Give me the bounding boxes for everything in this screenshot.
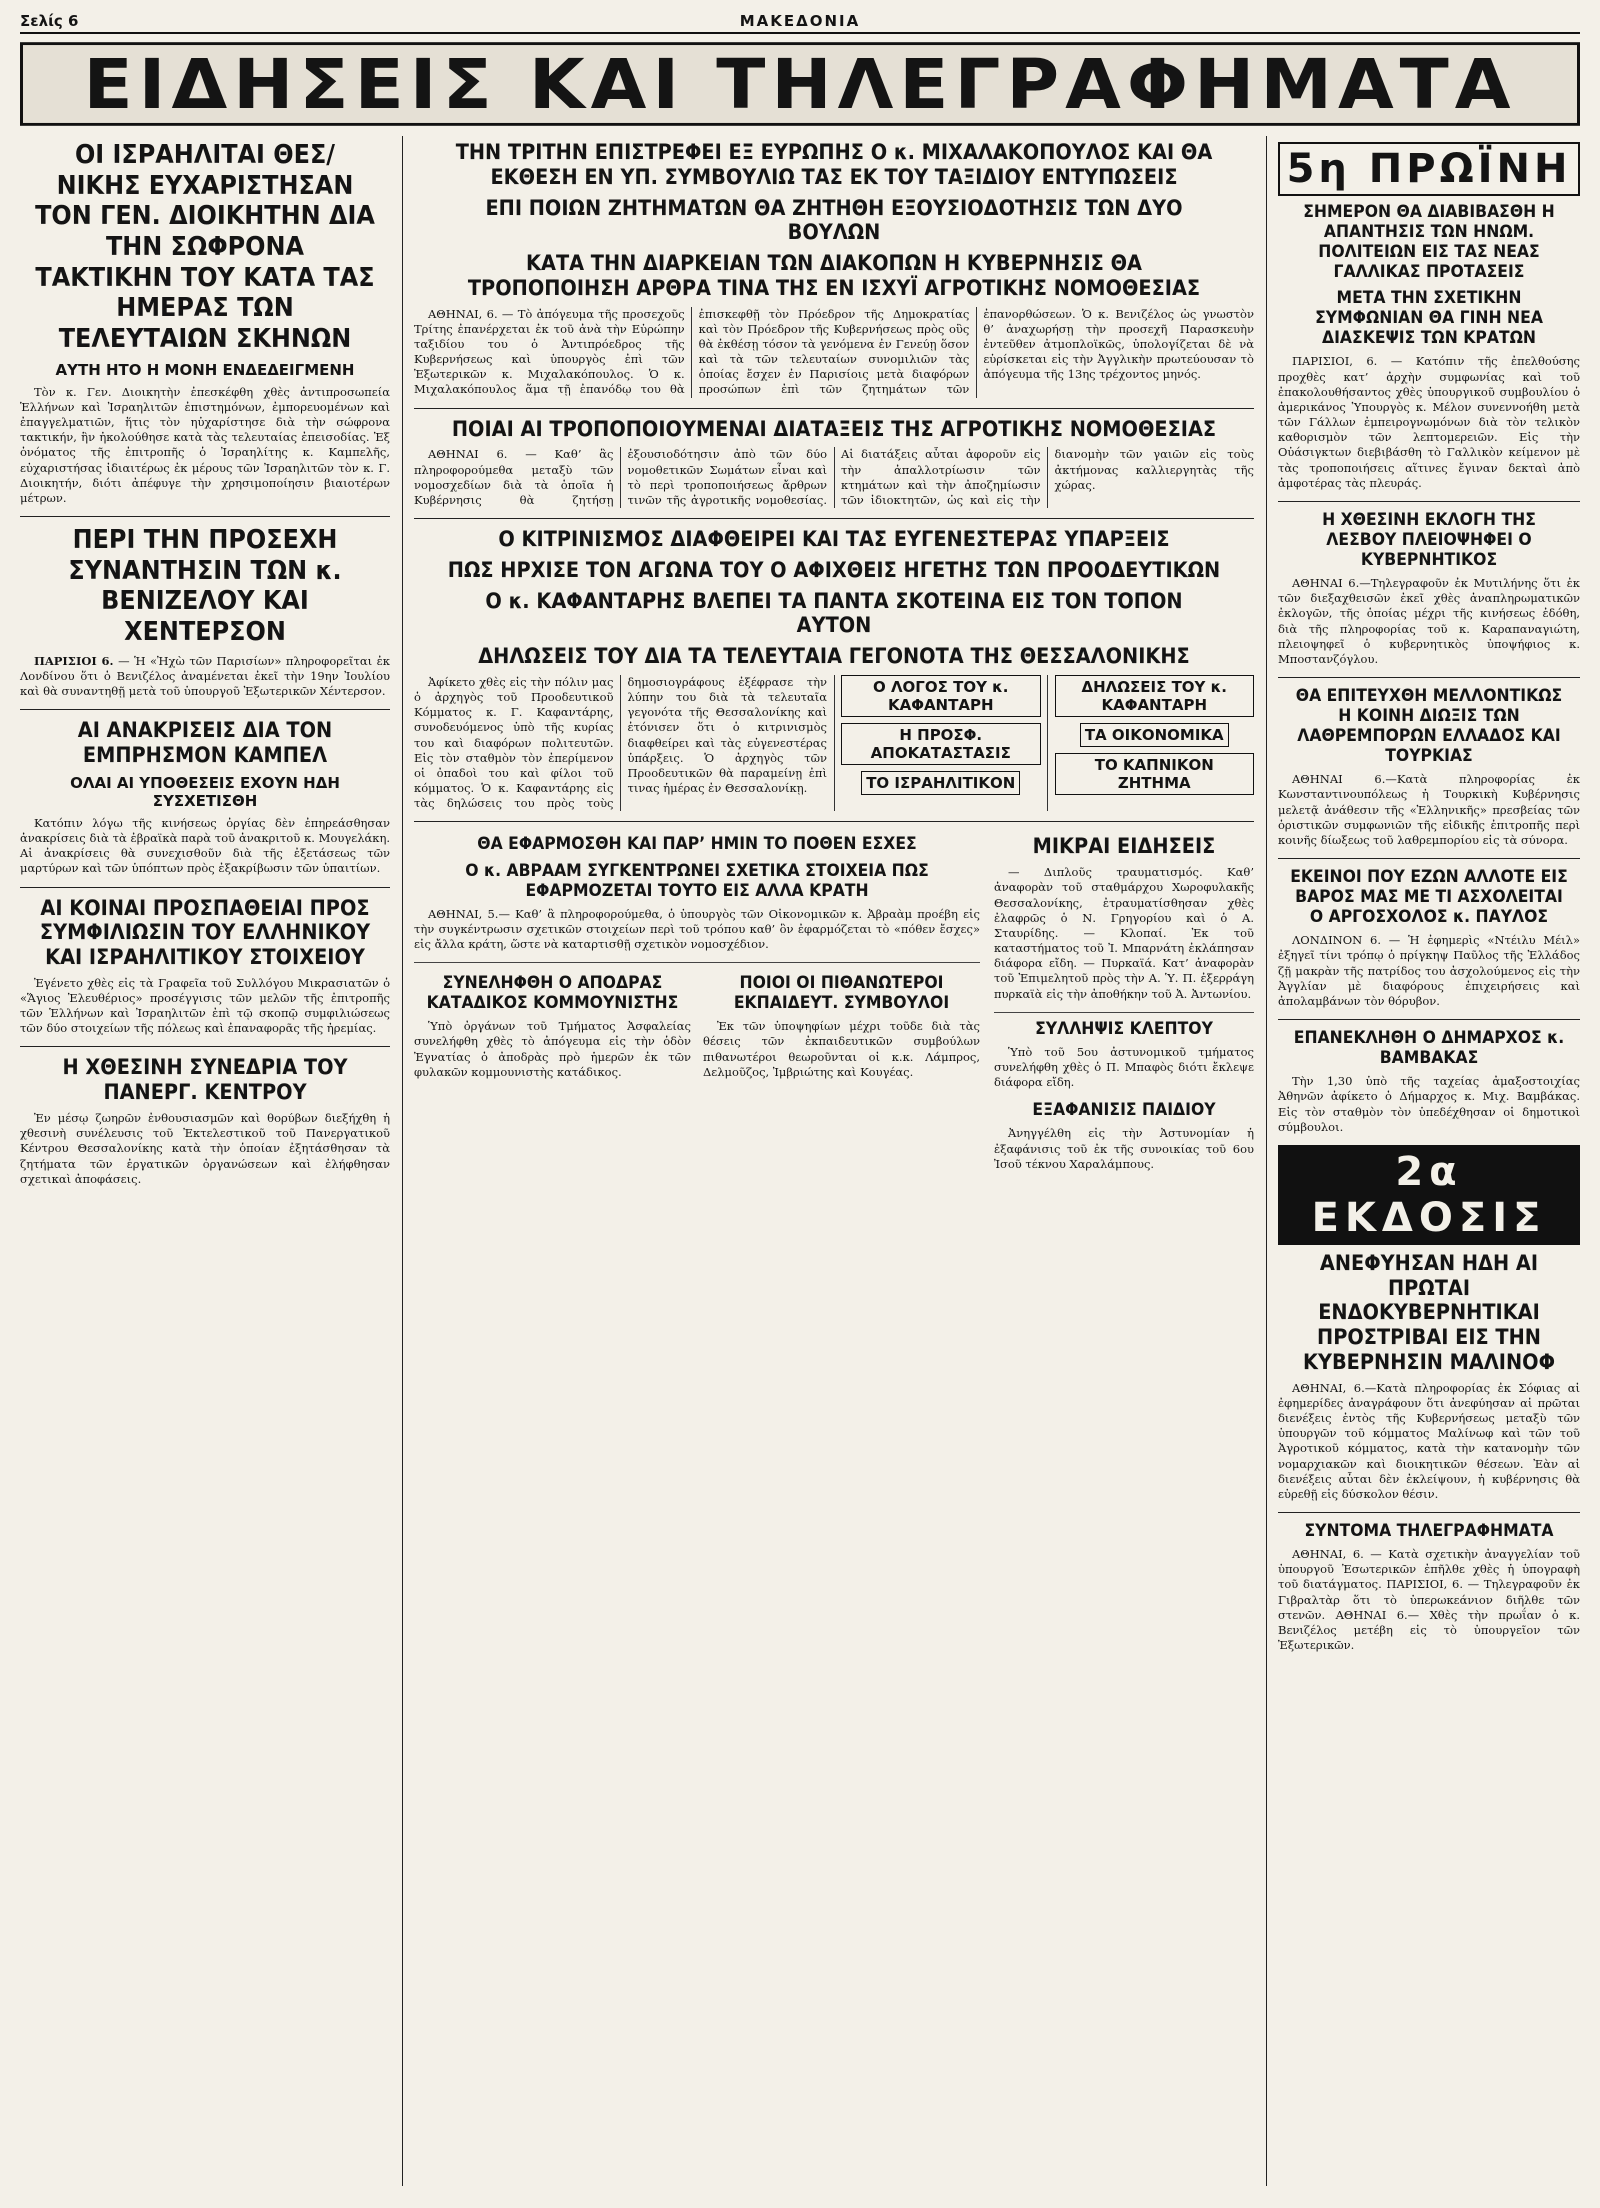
headline: ΠΟΙΟΙ ΟΙ ΠΙΘΑΝΩΤΕΡΟΙ ΕΚΠΑΙΔΕΥΤ. ΣΥΜΒΟΥΛΟΙ bbox=[733, 973, 950, 1014]
article-body: ΑΘΗΝΑΙ, 6. — Τὸ ἀπόγευμα τῆς προσεχοῦς Τρίτης ἐπανέρχεται ἐκ τοῦ ἀνὰ τὴν Εὐρώπην ταξιδίου του ὁ Ἀντιπρόεδρος τῆς Κυβερνήσεως καὶ ὑπουργὸς ἐπὶ τῶν Ἐξωτερικῶν κ. Μιχαλακόπουλος. Ὁ κ. Μιχαλακόπουλος ἅμα τῇ ἐπανόδῳ του θὰ ἐπισκεφθῇ τὸν Πρόεδρον τῆς Δημοκρατίας καὶ τὸν Πρόεδρον τῆς Κυβερνήσεως πρὸς οὓς θὰ ἐκθέσῃ τόσον τὰ γενόμενα ἐν Γενεύῃ ὅσον καὶ τὰ τῶν τελευταίων συνομιλιῶν τὰς ὁποίας ἔσχεν ἐν Παρισίοις μετὰ διαφόρων προσώπων ἐπὶ τῶν ζητημάτων τῶν ἐπανορθώσεων. Ὁ κ. Βενιζέλος ὡς γνωστὸν θ’ ἀναχωρήσῃ τὴν προσεχῆ Παρασκευὴν ἐντεῦθεν ἀτμοπλοϊκῶς, ὑπολογίζεται δὲ νὰ εὑρίσκεται εἰς τὴν Ἀγγλικὴν πρωτεύουσαν τὸ ἀπόγευμα τῆς 13ης τρέχοντος μηνός. bbox=[414, 306, 1254, 397]
article-body: ΠΑΡΙΣΙΟΙ, 6. — Κατόπιν τῆς ἐπελθούσης προχθὲς κατ’ ἀρχὴν συμφωνίας καὶ τοῦ ἐπακολουθήσαντος χθὲς ὑπουργικοῦ συμβουλίου ὁ ἀμερικάνος Ὑπουργὸς κ. Μέλον συνεννοήθη μετὰ τῶν Γάλλων ἐμπειρογνωμόνων διὰ τὸν τελικὸν καθορισμὸν τῶν λεπτομερειῶν. Εἰς τὴν Οὐάσιγκτων διεβιβάσθη τὸ Γαλλικὸν κείμενον μὲ τὰς τροποποιήσεις αἵτινες ἔγιναν δεκταὶ ἀπὸ ἀμφοτέρας τὰς πλευράς. bbox=[1278, 354, 1580, 490]
edition-label: 2α ΕΚΔΟΣΙΣ bbox=[1278, 1145, 1580, 1245]
article-body: Ὑπὸ τοῦ 5ου ἀστυνομικοῦ τμήματος συνελήφθη χθὲς ὁ Π. Μπαφὸς διότι ἔκλεψε διάφορα εἴδη. bbox=[994, 1044, 1254, 1090]
article-missing-child bbox=[994, 1100, 1254, 1172]
headline: ΕΞΑΦΑΝΙΣΙΣ ΠΑΙΔΙΟΥ bbox=[1032, 1100, 1216, 1121]
headline-2: Ο κ. ΑΒΡΑΑΜ ΣΥΓΚΕΝΤΡΩΝΕΙ ΣΧΕΤΙΚΑ ΣΤΟΙΧΕΙΑ ΠΩΣ ΕΦΑΡΜΟΖΕΤΑΙ ΤΟΥΤΟ ΕΙΣ ΑΛΛΑ ΚΡΑΤΗ bbox=[465, 860, 929, 901]
article-thief-arrest bbox=[994, 1019, 1254, 1091]
headline: ΘΑ ΕΦΑΡΜΟΣΘΗ ΚΑΙ ΠΑΡ’ ΗΜΙΝ ΤΟ ΠΟΘΕΝ ΕΣΧΕΣ bbox=[477, 834, 917, 855]
headline: ΟΙ ΙΣΡΑΗΛΙΤΑΙ ΘΕΣ/ΝΙΚΗΣ ΕΥΧΑΡΙΣΤΗΣΑΝ ΤΟΝ ΓΕΝ. ΔΙΟΙΚΗΤΗΝ ΔΙΑ ΤΗΝ ΣΩΦΡΟΝΑ ΤΑΚΤΙΚΗΝ ΤΟΥ ΚΑΤΑ ΤΑΣ ΗΜΕΡΑΣ ΤΩΝ ΤΕΛΕΥΤΑΙΩΝ ΣΚΗΝΩΝ bbox=[35, 140, 375, 355]
article-short-telegrams bbox=[1278, 1521, 1580, 1653]
article-body: Ὑπὸ ὀργάνων τοῦ Τμήματος Ἀσφαλείας συνελήφθη χθὲς τὸ ἀπόγευμα εἰς τὴν ὁδὸν Ἐγνατίας ὁ ἀποδρὰς πρὸ ἡμερῶν ἐκ τῶν φυλακῶν κομμουνιστὴς κατάδικος. bbox=[414, 1019, 691, 1079]
headline: ΘΑ ΕΠΙΤΕΥΧΘΗ ΜΕΛΛΟΝΤΙΚΩΣ Η ΚΟΙΝΗ ΔΙΩΞΙΣ ΤΩΝ ΛΑΘΡΕΜΠΟΡΩΝ ΕΛΛΑΔΟΣ ΚΑΙ ΤΟΥΡΚΙΑΣ bbox=[1295, 686, 1563, 767]
article-labour-center bbox=[20, 1055, 390, 1186]
article-kafantaris bbox=[414, 527, 1254, 811]
headline: ΕΚΕΙΝΟΙ ΠΟΥ ΕΖΩΝ ΑΛΛΟΤΕ ΕΙΣ ΒΑΡΟΣ ΜΑΣ ΜΕ ΤΙ ΑΣΧΟΛΕΙΤΑΙ Ο ΑΡΓΟΣΧΟΛΟΣ κ. ΠΑΥΛΟΣ bbox=[1290, 867, 1568, 928]
headline-2: ΕΠΙ ΠΟΙΩΝ ΖΗΤΗΜΑΤΩΝ ΘΑ ΖΗΤΗΘΗ ΕΞΟΥΣΙΟΔΟΤΗΣΙΣ ΤΩΝ ΔΥΟ ΒΟΥΛΩΝ bbox=[485, 195, 1183, 245]
article-kampel-arson bbox=[20, 718, 390, 876]
dateline: ΠΑΡΙΣΙΟΙ 6. bbox=[34, 653, 114, 668]
article-body: ΑΘΗΝΑΙ, 6.—Κατὰ πληροφορίας ἐκ Σόφιας αἱ ἐφημερίδες ἀναγράφουν ὅτι ἀνεφύησαν αἱ πρῶται διενέξεις ἐντὸς τῆς Κυβερνήσεως μεταξὺ τῶν ὑπουργῶν τοῦ κόμματος Μαλίνωφ καὶ τῶν τοῦ Ἀγροτικοῦ κόμματος, κατὰ τὴν κατανομὴν τῶν νομαρχιακῶν καὶ διοικητικῶν θέσεων. Ἐὰν αἱ διενέξεις αὗται δὲν ἐκλείψουν, ἡ κυβέρνησις θὰ εὑρεθῇ εἰς δύσκολον θέσιν. bbox=[1278, 1380, 1580, 1501]
article-body: ΑΘΗΝΑΙ 6. — Καθ’ ἃς πληροφορούμεθα μεταξὺ τῶν νομοσχεδίων διὰ τὰ ὁποῖα ἡ Κυβέρνησις θὰ ζητήσῃ ἐξουσιοδότησιν ἀπὸ τῶν δύο νομοθετικῶν Σωμάτων εἶναι καὶ τὸ περὶ τροποποιήσεως ἄρθρων τινῶν τῆς ἀγροτικῆς νομοθεσίας. Αἱ διατάξεις αὗται ἀφοροῦν εἰς τὴν ἀπαλλοτρίωσιν τῶν κτημάτων καὶ τὴν ἀποζημίωσιν τῶν ἰδιοκτητῶν, ὡς καὶ εἰς τὴν διανομὴν τῶν γαιῶν εἰς τοὺς ἀκτήμονας καλλιεργητὰς τῆς χώρας. bbox=[414, 447, 1254, 507]
article-malinov-frictions bbox=[1278, 1251, 1580, 1502]
section-label: ΤΟ ΙΣΡΑΗΛΙΤΙΚΟΝ bbox=[861, 771, 1020, 795]
headline-2: ΠΩΣ ΗΡΧΙΣΕ ΤΟΝ ΑΓΩΝΑ ΤΟΥ Ο ΑΦΙΧΘΕΙΣ ΗΓΕΤΗΣ ΤΩΝ ΠΡΟΟΔΕΥΤΙΚΩΝ bbox=[447, 557, 1221, 582]
article-body: ΑΘΗΝΑΙ, 6. — Κατὰ σχετικὴν ἀναγγελίαν τοῦ ὑπουργοῦ Ἐσωτερικῶν ἐπῆλθε χθὲς ἡ ὑπογραφὴ τοῦ διατάγματος. ΠΑΡΙΣΙΟΙ, 6. — Τηλεγραφοῦν ἐκ Γιβραλτὰρ ὅτι τὸ ὑπερωκεάνιον διῆλθε τῶν στενῶν. ΑΘΗΝΑΙ 6.— Χθὲς τὴν πρωΐαν ὁ κ. Βενιζέλος μετέβη εἰς τὸ ὑπουργεῖον τῶν Ἐξωτερικῶν. bbox=[1278, 1547, 1580, 1653]
article-body: Ἀνηγγέλθη εἰς τὴν Ἀστυνομίαν ἡ ἐξαφάνισις τοῦ ἐκ τῆς συνοικίας τοῦ 6ου Ἰσοῦ τέκνου Χαραλάμπους. bbox=[994, 1126, 1254, 1171]
article-smuggling bbox=[1278, 686, 1580, 848]
headline: ΣΗΜΕΡΟΝ ΘΑ ΔΙΑΒΙΒΑΣΘΗ Η ΑΠΑΝΤΗΣΙΣ ΤΩΝ ΗΝΩΜ. ΠΟΛΙΤΕΙΩΝ ΕΙΣ ΤΑΣ ΝΕΑΣ ΓΑΛΛΙΚΑΣ ΠΡΟΤΑΣΕΙΣ bbox=[1303, 202, 1555, 283]
headline: ΑΙ ΑΝΑΚΡΙΣΕΙΣ ΔΙΑ ΤΟΝ ΕΜΠΡΗΣΜΟΝ ΚΑΜΠΕΛ bbox=[77, 718, 333, 768]
article-body: Κατόπιν λόγω τῆς κινήσεως ὀργίας δὲν ἐπηρεάσθησαν ἀνακρίσεις διὰ τὰ ἐβραϊκὰ παρὰ τοῦ ἀνακριτοῦ κ. Μουγελάκη. Αἱ ἀνακρίσεις θὰ συνεχισθοῦν διὰ τῆς ἐξετάσεως τῶν μαρτύρων καὶ τῶν ὑπόπτων πρὸς ἐξακρίβωσιν τῶν ὑπαιτίων. bbox=[20, 815, 390, 876]
article-body: — Διπλοῦς τραυματισμός. Καθ’ ἀναφορὰν τοῦ σταθμάρχου Χωροφυλακῆς Θεσσαλονίκης, ἐτραυματίσθησαν χθὲς ἐλαφρῶς ὁ Ν. Γρηγορίου καὶ ὁ Α. Σταυρίδης. — Κλοπαί. Ἐκ τοῦ καταστήματος τοῦ Ἰ. Μπαρνάτη ἐκλάπησαν διάφορα εἴδη. — Πυρκαϊά. Κατ’ ἀναφορὰν τοῦ Ἐπιμελητοῦ πρὸς τὴν Α. Ὑ. Π. ἐξερράγη πυρκαϊὰ εἰς τὴν ἀποθήκην τοῦ Ἀ. Ἀντωνίου. bbox=[994, 865, 1254, 1001]
headline: ΣΥΝΤΟΜΑ ΤΗΛΕΓΡΑΦΗΜΑΤΑ bbox=[1304, 1521, 1554, 1542]
article-body: Ἐκ τῶν ὑποψηφίων μέχρι τοῦδε διὰ τὰς θέσεις τῶν ἐκπαιδευτικῶν συμβούλων πιθανωτέροι θεωροῦνται οἱ κ.κ. Λάμπρος, Δελμοῦζος, Ἰμβριώτης καὶ Κουγέας. bbox=[703, 1019, 980, 1079]
headline: ΣΥΛΛΗΨΙΣ ΚΛΕΠΤΟΥ bbox=[1035, 1018, 1213, 1039]
article-body: — Ἡ «Ἠχὼ τῶν Παρισίων» πληροφορεῖται ἐκ Λονδίνου ὅτι ὁ Βενιζέλος ἀναμένεται ἐκεῖ τὴν 19ην Ἰουλίου καὶ θὰ συναντηθῇ μετὰ τοῦ ὑπουργοῦ Ἐξωτερικῶν Χέντερσον. bbox=[20, 653, 390, 699]
article-michalakopoulos bbox=[414, 140, 1254, 398]
article-mayor bbox=[1278, 1028, 1580, 1135]
headline: ΕΠΑΝΕΚΛΗΘΗ Ο ΔΗΜΑΡΧΟΣ κ. ΒΑΜΒΑΚΑΣ bbox=[1293, 1028, 1565, 1069]
left-column bbox=[20, 136, 390, 1197]
center-columns bbox=[414, 136, 1254, 1182]
article-body: ΛΟΝΔΙΝΟΝ 6. — Ἡ ἐφημερὶς «Ντέιλυ Μέιλ» ἐξηγεῖ τίνι τρόπῳ ὁ πρίγκηψ Παῦλος τῆς Ἑλλάδος ζῇ μακρὰν τῆς πατρίδος του ἀσχολούμενος εἰς τὴν Ἀγγλίαν μὲ διαφόρους ἐπιχειρήσεις καὶ ἀπολαμβάνων τὸν θόρυβον. bbox=[1278, 933, 1580, 1008]
headline-4: ΔΗΛΩΣΕΙΣ ΤΟΥ ΔΙΑ ΤΑ ΤΕΛΕΥΤΑΙΑ ΓΕΓΟΝΟΤΑ ΤΗΣ ΘΕΣΣΑΛΟΝΙΚΗΣ bbox=[478, 644, 1190, 669]
headline-2: ΜΕΤΑ ΤΗΝ ΣΧΕΤΙΚΗΝ ΣΥΜΦΩΝΙΑΝ ΘΑ ΓΙΝΗ ΝΕΑ ΔΙΑΣΚΕΨΙΣ ΤΩΝ ΚΡΑΤΩΝ bbox=[1315, 288, 1543, 349]
subheadline: ΑΥΤΗ ΗΤΟ Η ΜΟΝΗ ΕΝΔΕΔΕΙΓΜΕΝΗ bbox=[55, 360, 355, 379]
headline: ΠΕΡΙ ΤΗΝ ΠΡΟΣΕΧΗ ΣΥΝΑΝΤΗΣΙΝ ΤΩΝ κ. ΒΕΝΙΖΕΛΟΥ ΚΑΙ ΧΕΝΤΕΡΣΟΝ bbox=[68, 525, 342, 648]
columns-grid bbox=[20, 136, 1580, 2186]
article-body: Ἐγένετο χθὲς εἰς τὰ Γραφεῖα τοῦ Συλλόγου Μικρασιατῶν ὁ «Ἅγιος Ἐλευθέριος» προσέγγισις τῶν μελῶν τῆς ἐπιτροπῆς τῶν Ἑλλήνων καὶ Ἰσραηλιτῶν ἐπὶ τῷ σκοπῷ συμφιλιώσεως τῶν δύο στοιχείων τῆς πόλεως καὶ ἐπαναφορᾶς τῆς ἠρεμίας. bbox=[20, 975, 390, 1036]
article-reconciliation bbox=[20, 896, 390, 1037]
section-banner: ΕΙΔΗΣΕΙΣ ΚΑΙ ΤΗΛΕΓΡΑΦΗΜΑΤΑ bbox=[20, 42, 1580, 126]
page-number: Σελίς 6 bbox=[20, 12, 79, 30]
headline: Η ΧΘΕΣΙΝΗ ΕΚΛΟΓΗ ΤΗΣ ΛΕΣΒΟΥ ΠΛΕΙΟΨΗΦΕΙ Ο ΚΥΒΕΡΝΗΤΙΚΟΣ bbox=[1322, 509, 1536, 570]
headline: ΠΟΙΑΙ ΑΙ ΤΡΟΠΟΠΟΙΟΥΜΕΝΑΙ ΔΙΑΤΑΞΕΙΣ ΤΗΣ ΑΓΡΟΤΙΚΗΣ ΝΟΜΟΘΕΣΙΑΣ bbox=[451, 416, 1217, 441]
article-body: Τὴν 1,30 ὑπὸ τῆς ταχείας ἀμαξοστοιχίας Ἀθηνῶν ἀφίκετο ὁ Δήμαρχος κ. Μιχ. Βαμβάκας. Εἰς τὸν σταθμὸν τὸν ὑπεδέχθησαν οἱ δημοτικοὶ σύμβουλοι. bbox=[1278, 1074, 1580, 1134]
article-lesvos-election bbox=[1278, 510, 1580, 667]
right-column bbox=[1278, 136, 1580, 1663]
headline: ΜΙΚΡΑΙ ΕΙΔΗΣΕΙΣ bbox=[1032, 834, 1216, 859]
edition-label: 5η ΠΡΩΪΝΗ bbox=[1278, 142, 1580, 196]
article-us-reply bbox=[1278, 202, 1580, 491]
article-small-news bbox=[994, 834, 1254, 1001]
article-communist-arrest bbox=[414, 969, 691, 1080]
headline: Ο ΚΙΤΡΙΝΙΣΜΟΣ ΔΙΑΦΘΕΙΡΕΙ ΚΑΙ ΤΑΣ ΕΥΓΕΝΕΣΤΕΡΑΣ ΥΠΑΡΞΕΙΣ bbox=[498, 527, 1170, 552]
headline: ΣΥΝΕΛΗΦΘΗ Ο ΑΠΟΔΡΑΣ ΚΑΤΑΔΙΚΟΣ ΚΟΜΜΟΥΝΙΣΤΗΣ bbox=[426, 973, 679, 1014]
headline: ΤΗΝ ΤΡΙΤΗΝ ΕΠΙΣΤΡΕΦΕΙ ΕΞ ΕΥΡΩΠΗΣ Ο κ. ΜΙΧΑΛΑΚΟΠΟΥΛΟΣ ΚΑΙ ΘΑ ΕΚΘΕΣΗ ΕΝ ΥΠ. ΣΥΜΒΟΥΛΙΩ ΤΑΣ ΕΚ ΤΟΥ ΤΑΞΙΔΙΟΥ ΕΝΤΥΠΩΣΕΙΣ bbox=[455, 140, 1213, 189]
headline-3: ΚΑΤΑ ΤΗΝ ΔΙΑΡΚΕΙΑΝ ΤΩΝ ΔΙΑΚΟΠΩΝ Η ΚΥΒΕΡΝΗΣΙΣ ΘΑ ΤΡΟΠΟΠΟΙΗΣΗ ΑΡΘΡΑ ΤΙΝΑ ΤΗΣ ΕΝ ΙΣΧΥΪ ΑΓΡΟΤΙΚΗΣ ΝΟΜΟΘΕΣΙΑΣ bbox=[467, 251, 1201, 300]
masthead-line bbox=[20, 10, 1580, 34]
section-label: Ο ΛΟΓΟΣ ΤΟΥ κ. ΚΑΦΑΝΤΑΡΗ bbox=[841, 675, 1041, 717]
article-body: Ἐν μέσῳ ζωηρῶν ἐνθουσιασμῶν καὶ θορύβων διεξήχθη ἡ χθεσινὴ συνέλευσις τοῦ Ἐκτελεστικοῦ τοῦ Πανεργατικοῦ Κέντρου Θεσσαλονίκης κατὰ τὴν ὁποίαν ἐξητάσθησαν τὰ ζητήματα τῶν ἐργατικῶν ὀργανώσεων καὶ ἐλήφθησαν σχετικαὶ ἀποφάσεις. bbox=[20, 1111, 390, 1186]
subheadline: ΟΛΑΙ ΑΙ ΥΠΟΘΕΣΕΙΣ ΕΧΟΥΝ ΗΔΗ ΣΥΣΧΕΤΙΣΘΗ bbox=[70, 773, 340, 810]
headline: ΑΙ ΚΟΙΝΑΙ ΠΡΟΣΠΑΘΕΙΑΙ ΠΡΟΣ ΣΥΜΦΙΛΙΩΣΙΝ ΤΟΥ ΕΛΛΗΝΙΚΟΥ ΚΑΙ ΙΣΡΑΗΛΙΤΙΚΟΥ ΣΤΟΙΧΕΙΟΥ bbox=[39, 895, 371, 970]
headline: Η ΧΘΕΣΙΝΗ ΣΥΝΕΔΡΙΑ ΤΟΥ ΠΑΝΕΡΓ. ΚΕΝΤΡΟΥ bbox=[62, 1055, 348, 1105]
section-label: ΤΟ ΚΑΠΝΙΚΟΝ ΖΗΤΗΜΑ bbox=[1055, 753, 1255, 795]
article-israelites bbox=[20, 140, 390, 506]
article-prince-paul bbox=[1278, 867, 1580, 1009]
article-pothen-esches bbox=[414, 834, 980, 952]
section-label: Η ΠΡΟΣΦ. ΑΠΟΚΑΤΑΣΤΑΣΙΣ bbox=[841, 723, 1041, 765]
newspaper-page bbox=[20, 10, 1580, 2180]
paper-name: ΜΑΚΕΔΟΝΙΑ bbox=[739, 12, 861, 30]
article-venizelos-henderson bbox=[20, 525, 390, 699]
section-label: ΤΑ ΟΙΚΟΝΟΜΙΚΑ bbox=[1080, 723, 1229, 747]
article-body: ΑΘΗΝΑΙ 6.—Κατὰ πληροφορίας ἐκ Κωνσταντινουπόλεως ἡ Τουρκικὴ Κυβέρνησις μελετᾷ ἀνάθεσιν τῆς «Ἑλληνικῆς» πρεσβείας τῶν ὁριστικῶν συμφωνιῶν τῆς εἰδικῆς ἐπιτροπῆς περὶ κοινῆς δίωξεως τοῦ λαθρεμπορίου εἰς τὰ σύνορα. bbox=[1278, 772, 1580, 847]
article-education-advisors bbox=[703, 969, 980, 1080]
headline-3: Ο κ. ΚΑΦΑΝΤΑΡΗΣ ΒΛΕΠΕΙ ΤΑ ΠΑΝΤΑ ΣΚΟΤΕΙΝΑ ΕΙΣ ΤΟΝ ΤΟΠΟΝ ΑΥΤΟΝ bbox=[485, 588, 1183, 638]
section-label: ΔΗΛΩΣΕΙΣ ΤΟΥ κ. ΚΑΦΑΝΤΑΡΗ bbox=[1055, 675, 1255, 717]
article-body: ΑΘΗΝΑΙ, 5.— Καθ’ ἃ πληροφορούμεθα, ὁ ὑπουργὸς τῶν Οἰκονομικῶν κ. Ἀβραὰμ προέβη εἰς τὴν συγκέντρωσιν σχετικῶν στοιχείων περὶ τοῦ τρόπου καθ’ ὃν ἐφαρμόζεται τὸ «πόθεν ἔσχες» εἰς ἄλλα κράτη, ὥστε νὰ καταρτισθῇ σχετικὸν νομοσχέδιον. bbox=[414, 906, 980, 951]
article-body: Ἀφίκετο χθὲς εἰς τὴν πόλιν μας ὁ ἀρχηγὸς τοῦ Προοδευτικοῦ Κόμματος κ. Γ. Καφαντάρης, συνοδευόμενος ὑπὸ τῆς κυρίας του καὶ διαφόρων πολιτευτῶν. Εἰς τὸν σταθμὸν τὸν ἐπερίμενον οἱ ὀπαδοὶ του καὶ φίλοι τοῦ κόμματος. Ὁ κ. Καφαντάρης εἰς τὰς δηλώσεις του πρὸς τοὺς δημοσιογράφους ἐξέφρασε τὴν λύπην του διὰ τὰ τελευταῖα γεγονότα τῆς Θεσσαλονίκης καὶ ἐτόνισεν ὅτι ὁ κιτρινισμὸς διαφθείρει καὶ τὰς εὐγενεστέρας ὑπάρξεις. Ὁ ἀρχηγὸς τῶν Προοδευτικῶν θὰ παραμείνῃ ἐπὶ τινας ἡμέρας ἐν Θεσσαλονίκῃ. bbox=[414, 674, 827, 811]
headline: ΑΝΕΦΥΗΣΑΝ ΗΔΗ ΑΙ ΠΡΩΤΑΙ ΕΝΔΟΚΥΒΕΡΝΗΤΙΚΑΙ ΠΡΟΣΤΡΙΒΑΙ ΕΙΣ ΤΗΝ ΚΥΒΕΡΝΗΣΙΝ ΜΑΛΙΝΟΦ bbox=[1302, 1250, 1555, 1374]
article-body: ΑΘΗΝΑΙ 6.—Τηλεγραφοῦν ἐκ Μυτιλήνης ὅτι ἐκ τῶν διεξαχθεισῶν ἐκεῖ χθὲς ἀναπληρωματικῶν ἐκλογῶν, τῆς ὁποίας μέχρι τῆς κινήσεως ἐδόθη, διὰ τῆς πληροφορίας τοῦ κ. Καραπαναγιώτη, πλειοψηφεῖ ὁ κυβερνητικὸς ὑποψήφιος κ. Μποστανζόγλου. bbox=[1278, 576, 1580, 666]
article-body: Τὸν κ. Γεν. Διοικητὴν ἐπεσκέφθη χθὲς ἀντιπροσωπεία Ἑλλήνων καὶ Ἰσραηλιτῶν ἐπιστημόνων, ἐμπορευομένων καὶ ἐπαγγελματιῶν, ἥτις τὸν ηὐχαρίστησε διὰ τὴν σώφρονα τακτικήν, ἣν ἠκολούθησε κατὰ τὰς τελευταίας ἐπεισοδίας. Ἐξ ὀνόματος τῆς ἐπιτροπῆς ὁ Ἰσραηλίτης κ. Καμπελῆς, εὐχαριστήσας ἰδιαιτέρως ἐκ μέρους τῶν Ἰσραηλιτῶν τὸν κ. Γ. Διοικητήν, διότι ἀπέφυγε τὴν χρησιμοποίησιν βιαιοτέρων μέτρων. bbox=[20, 384, 390, 505]
article-agrarian-law bbox=[414, 417, 1254, 508]
